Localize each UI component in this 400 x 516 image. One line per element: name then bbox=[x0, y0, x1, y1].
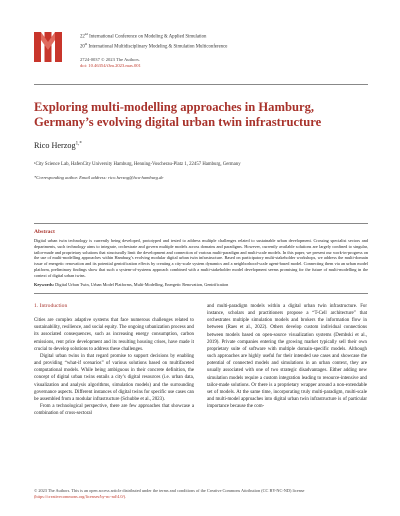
issn-line: 2724-0037 © 2023 The Authors. bbox=[80, 57, 140, 62]
abstract-heading: Abstract bbox=[34, 229, 55, 235]
keywords-line bbox=[34, 282, 368, 287]
license-link[interactable]: (https://creativecommons.org/licenses/by-nc-nd/4.0/). bbox=[34, 493, 127, 499]
publication-meta bbox=[80, 57, 141, 69]
corresponding-author: *Corresponding author. Email address: rico.herzog@hcu-hamburg.de bbox=[34, 175, 164, 180]
divider bbox=[34, 293, 368, 294]
divider bbox=[34, 223, 368, 224]
keywords-text: Digital Urban Twin, Urban Model Platforms, Multi-Modelling, Energetic Renovation, Gentrification bbox=[54, 282, 229, 287]
doi-link[interactable]: doi: 10.46354/i3m.2023.mas.001 bbox=[80, 63, 141, 69]
license-footer bbox=[34, 488, 368, 500]
author-superscript: 1,* bbox=[75, 141, 82, 147]
paragraph: and multi-paradigm models within a digital urban twin infrastructure. For instance, scholars and practitioners propose a “T-Cell architecture” that orchestrates multiple simulation models and brokers the information flow in between (Raes et al., 2022). Others develop custom individual connections between models based on open-source visualization systems (Dembski et al., 2019). Private companies entering the growing market typically sell their own proprietary suite of software with multiple domain-specific models. Although such approaches are highly useful for their intended use cases and showcase the potential of connected models and simulations in an urban context, they are usually associated with one of two strategic disadvantages. Either adding new simulation models require a custom integration leading to resource-intensive and tailor-made solutions. Or there is a proprietary wrapper around a non-extendable set of models. At the same time, incorporating truly multi-paradigm, multi-scale and multi-model approaches into digital urban twin infrastructure is of particular importance because the com- bbox=[207, 304, 367, 410]
author-name: Rico Herzog bbox=[34, 141, 76, 150]
paragraph: Digital urban twins in that regard promise to support decisions by enabling and providing “what-if scenarios” of various solutions based on multifaceted computational models. While being ambiguous in their concrete definition, the concept of digital urban twins entails a city’s digital resources (i.e. urban data, visualization and analysis algorithms, simulation models) and the surrounding governance aspects. Different instances of digital twins for specific use cases can be assembled from a modular infrastructure (Schubbe et al., 2023). bbox=[34, 353, 194, 402]
conference-header: 22nd International Conference on Modeling & Applied Simulation 20th International Multidisciplinary Modeling & Simulation Multiconference bbox=[80, 32, 228, 50]
affiliation: ¹City Science Lab, HafenCity University Hamburg, Henning-Voscherau-Platz 1, 22457 Hamburg, Germany bbox=[34, 162, 241, 167]
author-line bbox=[34, 141, 82, 150]
keywords-label: Keywords: bbox=[34, 282, 55, 287]
divider bbox=[34, 84, 368, 85]
conference-logo-icon bbox=[34, 32, 62, 62]
paragraph: From a technological perspective, there are few approaches that showcase a combination of cross-sectoral bbox=[34, 404, 194, 417]
left-column bbox=[34, 303, 194, 417]
right-column bbox=[207, 303, 367, 410]
section-heading: 1. Introduction bbox=[34, 303, 68, 309]
paper-title: Exploring multi-modelling approaches in Hamburg, Germany’s evolving digital urban twin infrastructure bbox=[34, 100, 322, 129]
abstract-text: Digital urban twin technology is currently being developed, prototyped and tested to address multiple challenges related to sustainable urban development. Crossing specialist sectors and departments, such technology aims to integrate, orchestrate and govern multiple models across domains and paradigms. However, currently available solutions are largely confined to singular, tailor-made and proprietary solutions that structurally limit the development and connection of various multi-paradigm and multi-scale models. In this paper, we present our work-in-progress on the use of multi-modelling approaches within Hamburg’s evolving modular digital urban twin infrastructure. Based on participatory multi-stakeholder workshops, we address the multi-domain issue of energetic renovation and its potential gentrification effects by creating a city-scale system dynamics and a neighborhood-scale agent-based model. Connecting them via an urban model platform, preliminary findings show that such a system-of-systems approach combined with a multi-stakeholder model development seems promising for the future of multi-modelling in the context of digital urban twins. bbox=[34, 238, 368, 278]
license-text: © 2023 The Authors. This is an open access article distributed under the terms and conditions of the Creative Commons Attribution (CC BY-NC-ND) license bbox=[34, 488, 305, 493]
paragraph: Cities are complex adaptive systems that face numerous challenges related to sustainability, resilience, and social equity. The ongoing urbanization process and its associated consequences, such as increasing energy consumption, carbon emissions, rent price development and its resulting housing crises, have made it crucial to develop solutions to address these challenges. bbox=[34, 318, 194, 352]
